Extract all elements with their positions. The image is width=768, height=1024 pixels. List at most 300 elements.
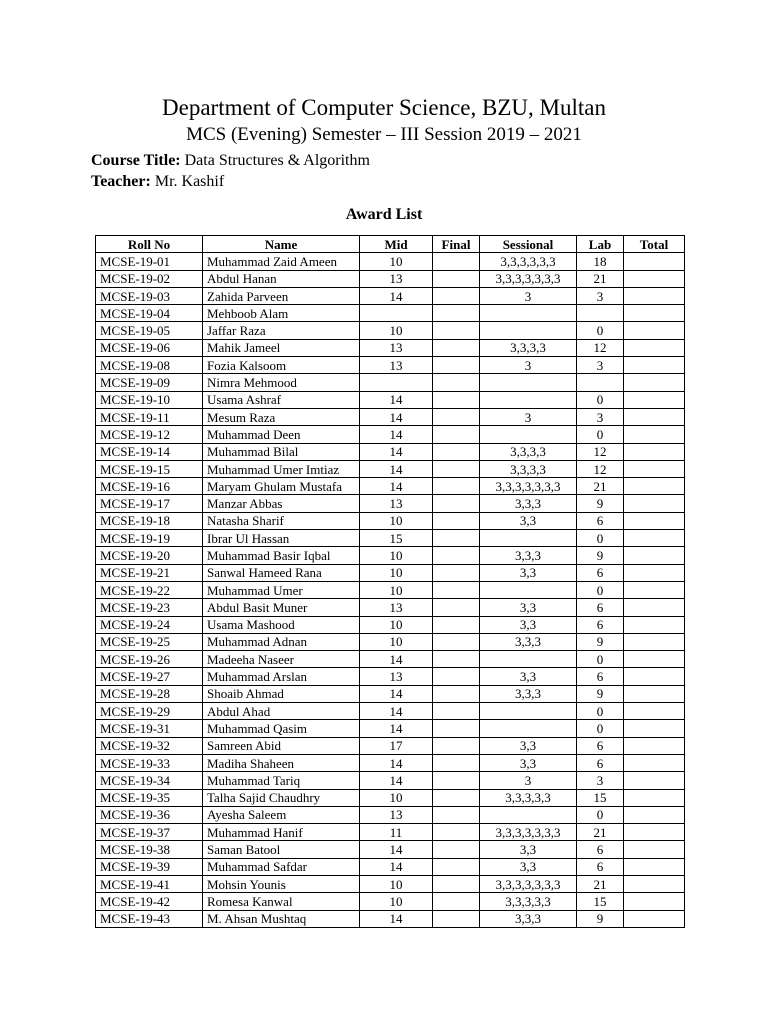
teacher-line — [91, 172, 224, 192]
total-cell — [624, 858, 685, 875]
mid-cell: 14 — [360, 391, 433, 408]
name-cell: Mohsin Younis — [203, 875, 360, 892]
roll-no-cell: MCSE-19-24 — [96, 616, 203, 633]
final-cell — [433, 253, 480, 270]
name-cell: Abdul Ahad — [203, 703, 360, 720]
name-cell: Madiha Shaheen — [203, 754, 360, 771]
lab-cell: 0 — [577, 581, 624, 598]
final-cell — [433, 426, 480, 443]
sessional-cell — [480, 703, 577, 720]
lab-cell: 12 — [577, 443, 624, 460]
name-cell: M. Ahsan Mushtaq — [203, 910, 360, 927]
final-cell — [433, 772, 480, 789]
roll-no-cell: MCSE-19-35 — [96, 789, 203, 806]
total-cell — [624, 910, 685, 927]
mid-cell: 14 — [360, 408, 433, 425]
lab-cell: 0 — [577, 651, 624, 668]
roll-no-cell: MCSE-19-09 — [96, 374, 203, 391]
table-row — [96, 391, 685, 408]
mid-cell: 10 — [360, 893, 433, 910]
mid-cell: 14 — [360, 287, 433, 304]
sessional-cell: 3,3,3,3,3,3,3 — [480, 478, 577, 495]
total-cell — [624, 893, 685, 910]
total-cell — [624, 408, 685, 425]
total-cell — [624, 374, 685, 391]
sessional-cell — [480, 581, 577, 598]
final-cell — [433, 720, 480, 737]
lab-cell: 6 — [577, 841, 624, 858]
sessional-cell: 3,3 — [480, 599, 577, 616]
lab-cell: 0 — [577, 530, 624, 547]
sessional-cell: 3,3 — [480, 858, 577, 875]
final-cell — [433, 374, 480, 391]
total-cell — [624, 322, 685, 339]
table-row — [96, 858, 685, 875]
name-cell: Muhammad Tariq — [203, 772, 360, 789]
roll-no-cell: MCSE-19-41 — [96, 875, 203, 892]
mid-cell: 14 — [360, 703, 433, 720]
final-cell — [433, 408, 480, 425]
final-cell — [433, 754, 480, 771]
lab-cell: 0 — [577, 322, 624, 339]
final-cell — [433, 357, 480, 374]
mid-cell: 10 — [360, 512, 433, 529]
table-row — [96, 703, 685, 720]
col-header-total: Total — [624, 236, 685, 253]
final-cell — [433, 824, 480, 841]
sessional-cell — [480, 720, 577, 737]
mid-cell: 14 — [360, 841, 433, 858]
total-cell — [624, 426, 685, 443]
roll-no-cell: MCSE-19-14 — [96, 443, 203, 460]
name-cell: Ibrar Ul Hassan — [203, 530, 360, 547]
total-cell — [624, 720, 685, 737]
name-cell: Abdul Basit Muner — [203, 599, 360, 616]
sessional-cell — [480, 426, 577, 443]
total-cell — [624, 564, 685, 581]
final-cell — [433, 599, 480, 616]
sessional-cell: 3,3 — [480, 616, 577, 633]
final-cell — [433, 806, 480, 823]
mid-cell: 10 — [360, 633, 433, 650]
lab-cell: 21 — [577, 824, 624, 841]
sessional-cell: 3 — [480, 287, 577, 304]
table-row — [96, 443, 685, 460]
total-cell — [624, 270, 685, 287]
roll-no-cell: MCSE-19-02 — [96, 270, 203, 287]
sessional-cell: 3,3,3,3,3,3 — [480, 253, 577, 270]
final-cell — [433, 443, 480, 460]
lab-cell: 3 — [577, 408, 624, 425]
final-cell — [433, 858, 480, 875]
total-cell — [624, 530, 685, 547]
total-cell — [624, 460, 685, 477]
name-cell: Muhammad Basir Iqbal — [203, 547, 360, 564]
sessional-cell: 3,3 — [480, 564, 577, 581]
sessional-cell: 3,3 — [480, 754, 577, 771]
lab-cell: 6 — [577, 564, 624, 581]
total-cell — [624, 443, 685, 460]
lab-cell: 0 — [577, 426, 624, 443]
table-row — [96, 357, 685, 374]
table-row — [96, 599, 685, 616]
lab-cell: 18 — [577, 253, 624, 270]
lab-cell — [577, 374, 624, 391]
roll-no-cell: MCSE-19-16 — [96, 478, 203, 495]
sessional-cell — [480, 322, 577, 339]
mid-cell: 10 — [360, 875, 433, 892]
final-cell — [433, 841, 480, 858]
mid-cell: 14 — [360, 754, 433, 771]
name-cell: Madeeha Naseer — [203, 651, 360, 668]
table-row — [96, 720, 685, 737]
mid-cell: 14 — [360, 772, 433, 789]
roll-no-cell: MCSE-19-28 — [96, 685, 203, 702]
table-row — [96, 616, 685, 633]
col-header-lab: Lab — [577, 236, 624, 253]
roll-no-cell: MCSE-19-03 — [96, 287, 203, 304]
table-row — [96, 339, 685, 356]
col-header-sessional: Sessional — [480, 236, 577, 253]
sessional-cell: 3,3 — [480, 841, 577, 858]
final-cell — [433, 391, 480, 408]
name-cell: Manzar Abbas — [203, 495, 360, 512]
name-cell: Usama Mashood — [203, 616, 360, 633]
name-cell: Muhammad Safdar — [203, 858, 360, 875]
course-title-value: Data Structures & Algorithm — [184, 152, 370, 169]
final-cell — [433, 668, 480, 685]
sessional-cell: 3,3,3 — [480, 685, 577, 702]
sessional-cell — [480, 530, 577, 547]
total-cell — [624, 305, 685, 322]
mid-cell: 13 — [360, 668, 433, 685]
total-cell — [624, 357, 685, 374]
mid-cell: 13 — [360, 357, 433, 374]
roll-no-cell: MCSE-19-36 — [96, 806, 203, 823]
table-row — [96, 374, 685, 391]
table-row — [96, 668, 685, 685]
table-row — [96, 910, 685, 927]
roll-no-cell: MCSE-19-42 — [96, 893, 203, 910]
roll-no-cell: MCSE-19-20 — [96, 547, 203, 564]
name-cell: Nimra Mehmood — [203, 374, 360, 391]
col-header-final: Final — [433, 236, 480, 253]
roll-no-cell: MCSE-19-17 — [96, 495, 203, 512]
mid-cell: 14 — [360, 426, 433, 443]
roll-no-cell: MCSE-19-21 — [96, 564, 203, 581]
table-row — [96, 305, 685, 322]
name-cell: Muhammad Adnan — [203, 633, 360, 650]
roll-no-cell: MCSE-19-06 — [96, 339, 203, 356]
final-cell — [433, 737, 480, 754]
roll-no-cell: MCSE-19-39 — [96, 858, 203, 875]
mid-cell: 13 — [360, 495, 433, 512]
mid-cell: 14 — [360, 858, 433, 875]
lab-cell: 0 — [577, 391, 624, 408]
total-cell — [624, 512, 685, 529]
total-cell — [624, 495, 685, 512]
table-row — [96, 460, 685, 477]
roll-no-cell: MCSE-19-04 — [96, 305, 203, 322]
lab-cell: 15 — [577, 893, 624, 910]
total-cell — [624, 703, 685, 720]
mid-cell: 10 — [360, 253, 433, 270]
lab-cell: 12 — [577, 460, 624, 477]
lab-cell: 6 — [577, 599, 624, 616]
col-header-roll-no: Roll No — [96, 236, 203, 253]
name-cell: Mehboob Alam — [203, 305, 360, 322]
mid-cell: 14 — [360, 651, 433, 668]
final-cell — [433, 651, 480, 668]
mid-cell: 11 — [360, 824, 433, 841]
table-header-row — [96, 236, 685, 253]
total-cell — [624, 616, 685, 633]
final-cell — [433, 616, 480, 633]
roll-no-cell: MCSE-19-01 — [96, 253, 203, 270]
table-row — [96, 426, 685, 443]
sessional-cell: 3,3,3,3,3,3,3 — [480, 270, 577, 287]
name-cell: Fozia Kalsoom — [203, 357, 360, 374]
teacher-value: Mr. Kashif — [154, 173, 225, 190]
name-cell: Muhammad Hanif — [203, 824, 360, 841]
name-cell: Usama Ashraf — [203, 391, 360, 408]
lab-cell: 6 — [577, 668, 624, 685]
mid-cell — [360, 305, 433, 322]
lab-cell: 6 — [577, 512, 624, 529]
table-row — [96, 253, 685, 270]
program-subtitle: MCS (Evening) Semester – III Session 2019 – 2021 — [186, 124, 582, 145]
roll-no-cell: MCSE-19-25 — [96, 633, 203, 650]
table-row — [96, 806, 685, 823]
sessional-cell: 3,3 — [480, 737, 577, 754]
final-cell — [433, 789, 480, 806]
table-row — [96, 651, 685, 668]
name-cell: Mesum Raza — [203, 408, 360, 425]
table-row — [96, 789, 685, 806]
total-cell — [624, 651, 685, 668]
lab-cell: 3 — [577, 357, 624, 374]
table-row — [96, 685, 685, 702]
final-cell — [433, 530, 480, 547]
final-cell — [433, 910, 480, 927]
award-table — [95, 235, 685, 928]
sessional-cell — [480, 305, 577, 322]
lab-cell: 6 — [577, 737, 624, 754]
total-cell — [624, 737, 685, 754]
course-title-label: Course Title: — [91, 152, 181, 169]
table-row — [96, 512, 685, 529]
mid-cell: 13 — [360, 806, 433, 823]
sessional-cell: 3,3,3,3,3 — [480, 789, 577, 806]
final-cell — [433, 633, 480, 650]
final-cell — [433, 512, 480, 529]
table-row — [96, 737, 685, 754]
mid-cell: 14 — [360, 478, 433, 495]
mid-cell: 10 — [360, 547, 433, 564]
sessional-cell: 3,3,3 — [480, 910, 577, 927]
roll-no-cell: MCSE-19-18 — [96, 512, 203, 529]
final-cell — [433, 581, 480, 598]
roll-no-cell: MCSE-19-26 — [96, 651, 203, 668]
table-row — [96, 893, 685, 910]
lab-cell: 9 — [577, 685, 624, 702]
lab-cell: 0 — [577, 703, 624, 720]
sessional-cell — [480, 806, 577, 823]
total-cell — [624, 339, 685, 356]
total-cell — [624, 841, 685, 858]
total-cell — [624, 599, 685, 616]
total-cell — [624, 789, 685, 806]
roll-no-cell: MCSE-19-15 — [96, 460, 203, 477]
sessional-cell: 3 — [480, 357, 577, 374]
teacher-label: Teacher: — [91, 173, 151, 190]
lab-cell: 9 — [577, 910, 624, 927]
mid-cell: 10 — [360, 581, 433, 598]
name-cell: Romesa Kanwal — [203, 893, 360, 910]
mid-cell: 10 — [360, 616, 433, 633]
mid-cell: 10 — [360, 564, 433, 581]
sessional-cell: 3,3,3 — [480, 547, 577, 564]
total-cell — [624, 685, 685, 702]
table-row — [96, 322, 685, 339]
roll-no-cell: MCSE-19-31 — [96, 720, 203, 737]
roll-no-cell: MCSE-19-29 — [96, 703, 203, 720]
table-row — [96, 564, 685, 581]
sessional-cell: 3,3,3,3,3 — [480, 893, 577, 910]
col-header-mid: Mid — [360, 236, 433, 253]
roll-no-cell: MCSE-19-05 — [96, 322, 203, 339]
table-row — [96, 478, 685, 495]
mid-cell: 14 — [360, 720, 433, 737]
final-cell — [433, 547, 480, 564]
name-cell: Muhammad Arslan — [203, 668, 360, 685]
sessional-cell: 3,3,3 — [480, 633, 577, 650]
final-cell — [433, 270, 480, 287]
sessional-cell: 3,3 — [480, 668, 577, 685]
lab-cell: 15 — [577, 789, 624, 806]
sessional-cell: 3,3,3,3 — [480, 443, 577, 460]
sessional-cell — [480, 391, 577, 408]
total-cell — [624, 547, 685, 564]
roll-no-cell: MCSE-19-38 — [96, 841, 203, 858]
total-cell — [624, 754, 685, 771]
table-row — [96, 581, 685, 598]
name-cell: Muhammad Deen — [203, 426, 360, 443]
final-cell — [433, 305, 480, 322]
roll-no-cell: MCSE-19-10 — [96, 391, 203, 408]
sessional-cell: 3,3,3 — [480, 495, 577, 512]
table-row — [96, 547, 685, 564]
table-row — [96, 754, 685, 771]
table-row — [96, 287, 685, 304]
final-cell — [433, 495, 480, 512]
roll-no-cell: MCSE-19-43 — [96, 910, 203, 927]
table-row — [96, 772, 685, 789]
name-cell: Sanwal Hameed Rana — [203, 564, 360, 581]
mid-cell: 10 — [360, 789, 433, 806]
total-cell — [624, 875, 685, 892]
mid-cell: 14 — [360, 460, 433, 477]
name-cell: Talha Sajid Chaudhry — [203, 789, 360, 806]
name-cell: Abdul Hanan — [203, 270, 360, 287]
name-cell: Samreen Abid — [203, 737, 360, 754]
name-cell: Natasha Sharif — [203, 512, 360, 529]
final-cell — [433, 322, 480, 339]
roll-no-cell: MCSE-19-08 — [96, 357, 203, 374]
total-cell — [624, 633, 685, 650]
mid-cell: 14 — [360, 685, 433, 702]
table-row — [96, 495, 685, 512]
table-row — [96, 875, 685, 892]
table-row — [96, 408, 685, 425]
lab-cell: 12 — [577, 339, 624, 356]
final-cell — [433, 564, 480, 581]
final-cell — [433, 460, 480, 477]
lab-cell: 3 — [577, 287, 624, 304]
mid-cell: 14 — [360, 443, 433, 460]
table-row — [96, 633, 685, 650]
name-cell: Muhammad Bilal — [203, 443, 360, 460]
name-cell: Maryam Ghulam Mustafa — [203, 478, 360, 495]
name-cell: Saman Batool — [203, 841, 360, 858]
name-cell: Muhammad Umer — [203, 581, 360, 598]
sessional-cell — [480, 651, 577, 668]
sessional-cell: 3,3,3,3,3,3,3 — [480, 875, 577, 892]
lab-cell: 9 — [577, 633, 624, 650]
total-cell — [624, 772, 685, 789]
name-cell: Muhammad Umer Imtiaz — [203, 460, 360, 477]
lab-cell: 21 — [577, 478, 624, 495]
total-cell — [624, 391, 685, 408]
total-cell — [624, 478, 685, 495]
final-cell — [433, 703, 480, 720]
lab-cell: 21 — [577, 270, 624, 287]
final-cell — [433, 339, 480, 356]
total-cell — [624, 253, 685, 270]
table-row — [96, 841, 685, 858]
lab-cell: 0 — [577, 720, 624, 737]
lab-cell: 6 — [577, 616, 624, 633]
sessional-cell: 3 — [480, 408, 577, 425]
total-cell — [624, 287, 685, 304]
roll-no-cell: MCSE-19-34 — [96, 772, 203, 789]
table-row — [96, 530, 685, 547]
roll-no-cell: MCSE-19-22 — [96, 581, 203, 598]
roll-no-cell: MCSE-19-23 — [96, 599, 203, 616]
mid-cell: 13 — [360, 599, 433, 616]
department-title: Department of Computer Science, BZU, Multan — [162, 95, 606, 120]
table-row — [96, 824, 685, 841]
roll-no-cell: MCSE-19-37 — [96, 824, 203, 841]
lab-cell: 6 — [577, 858, 624, 875]
table-row — [96, 270, 685, 287]
final-cell — [433, 875, 480, 892]
total-cell — [624, 806, 685, 823]
mid-cell: 13 — [360, 339, 433, 356]
lab-cell: 3 — [577, 772, 624, 789]
name-cell: Mahik Jameel — [203, 339, 360, 356]
lab-cell: 9 — [577, 547, 624, 564]
roll-no-cell: MCSE-19-11 — [96, 408, 203, 425]
total-cell — [624, 824, 685, 841]
sessional-cell: 3,3,3,3 — [480, 339, 577, 356]
roll-no-cell: MCSE-19-33 — [96, 754, 203, 771]
course-title-line — [91, 151, 370, 171]
name-cell: Zahida Parveen — [203, 287, 360, 304]
name-cell: Muhammad Qasim — [203, 720, 360, 737]
roll-no-cell: MCSE-19-32 — [96, 737, 203, 754]
name-cell: Muhammad Zaid Ameen — [203, 253, 360, 270]
